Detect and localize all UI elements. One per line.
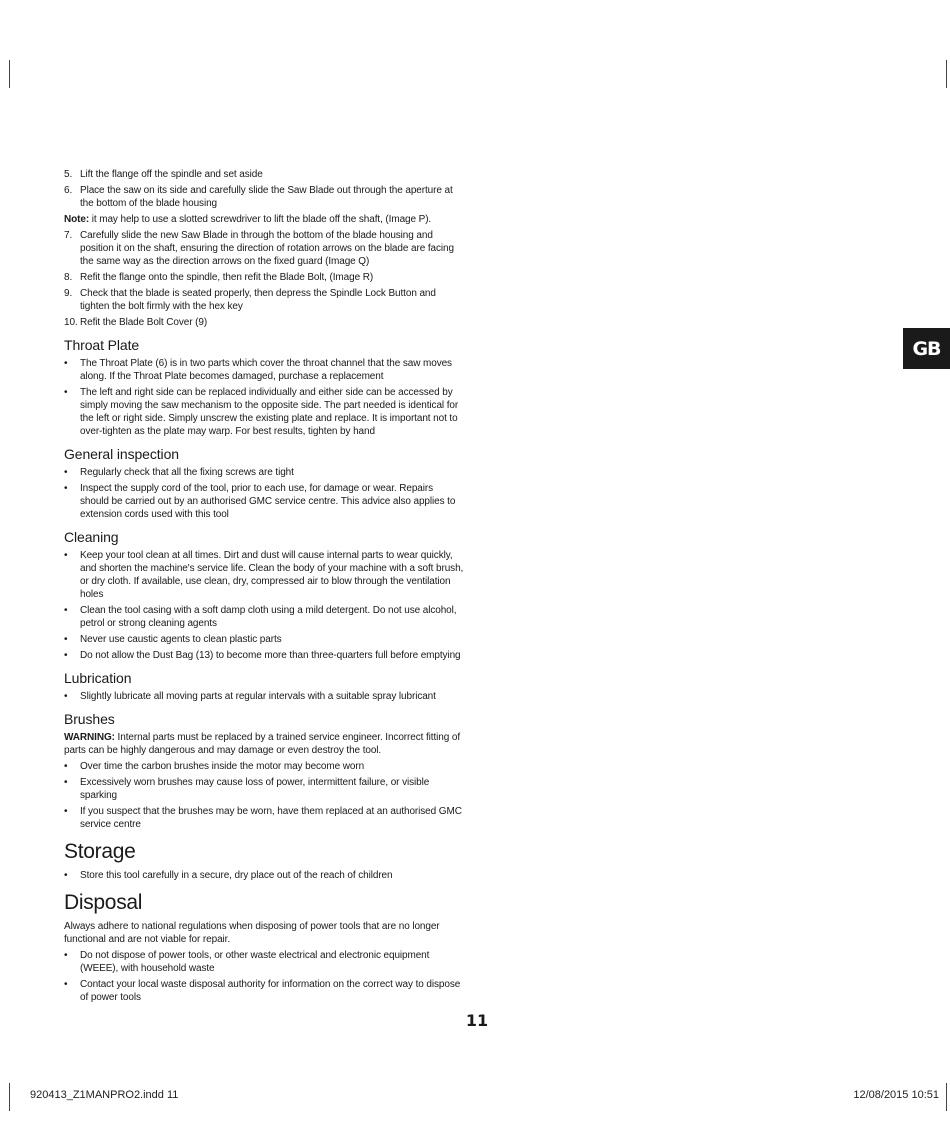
warning-text: Internal parts must be replaced by a trained service engineer. Incorrect fitting of parts can be highly dangerous and may damage or even destroy the tool.	[64, 732, 460, 756]
step-text: Place the saw on its side and carefully slide the Saw Blade out through the aperture at the bottom of the blade housing	[80, 185, 453, 209]
bullet-item: • Do not allow the Dust Bag (13) to become more than three-quarters full before emptying	[64, 649, 464, 662]
step-text: Refit the Blade Bolt Cover (9)	[80, 317, 208, 328]
bullet-item: • Contact your local waste disposal authority for information on the correct way to dispose of power tools	[64, 978, 464, 1004]
step-number: 6.	[64, 185, 73, 196]
step-number: 5.	[64, 169, 73, 180]
note-paragraph	[64, 213, 464, 226]
crop-mark-bottom-left	[9, 1083, 10, 1111]
note-label: Note:	[64, 214, 90, 225]
disposal-heading: Disposal	[64, 891, 143, 914]
step-text: Lift the flange off the spindle and set aside	[80, 169, 263, 180]
cleaning-heading: Cleaning	[64, 529, 119, 545]
step-item	[64, 287, 464, 313]
step-item	[64, 168, 464, 181]
step-text: Check that the blade is seated properly, then depress the Spindle Lock Button and tighten the bolt firmly with the hex key	[80, 288, 436, 312]
bullet-item: • Clean the tool casing with a soft damp cloth using a mild detergent. Do not use alcohol, petrol or strong cleaning agents	[64, 604, 464, 630]
bullet-item: • Over time the carbon brushes inside the motor may become worn	[64, 760, 464, 773]
step-text: Refit the flange onto the spindle, then refit the Blade Bolt, (Image R)	[80, 272, 374, 283]
bullet-item: • Store this tool carefully in a secure, dry place out of the reach of children	[64, 869, 464, 882]
crop-mark-top-left	[9, 60, 10, 88]
crop-mark-top-right	[946, 60, 947, 88]
disposal-intro: Always adhere to national regulations when disposing of power tools that are no longer functional and are not viable for repair.	[64, 921, 440, 945]
storage-heading: Storage	[64, 840, 136, 863]
bullet-item: • Do not dispose of power tools, or other waste electrical and electronic equipment (WEEE), with household waste	[64, 949, 464, 975]
warning-label: WARNING:	[64, 732, 115, 743]
language-tab: GB	[903, 328, 950, 369]
manual-body	[64, 168, 464, 1007]
warning-paragraph	[64, 731, 464, 757]
step-text: Carefully slide the new Saw Blade in through the bottom of the blade housing and position it on the shaft, ensuring the direction of rotation arrows on the blade are facing the same way as the direction arrows on the fixed guard (Image Q)	[80, 230, 454, 267]
throat-plate-heading: Throat Plate	[64, 337, 140, 353]
step-item	[64, 184, 464, 210]
crop-mark-bottom-right	[946, 1083, 947, 1111]
bullet-item: • Inspect the supply cord of the tool, prior to each use, for damage or wear. Repairs should be carried out by an authorised GMC service centre. This advice also applies to extension cords used with this tool	[64, 482, 464, 521]
step-item	[64, 271, 464, 284]
bullet-item: • The Throat Plate (6) is in two parts which cover the throat channel that the saw moves along. If the Throat Plate becomes damaged, purchase a replacement	[64, 357, 464, 383]
note-text: it may help to use a slotted screwdriver to lift the blade off the shaft, (Image P).	[89, 214, 432, 225]
bullet-item: • The left and right side can be replaced individually and either side can be accessed by simply moving the saw mechanism to the opposite side. The part needed is identical for the left or right side. Simply unscrew the existing plate and replace. It is important not to over-tighten as the plate may warp. For best results, tighten by hand	[64, 386, 464, 438]
general-inspection-heading: General inspection	[64, 446, 179, 462]
bullet-item: • Excessively worn brushes may cause loss of power, intermittent failure, or visible sparking	[64, 776, 464, 802]
step-number: 9.	[64, 288, 73, 299]
step-number: 7.	[64, 230, 73, 241]
bullet-item: • Never use caustic agents to clean plastic parts	[64, 633, 464, 646]
slug-timestamp: 12/08/2015 10:51	[853, 1089, 939, 1101]
step-item	[64, 316, 464, 329]
step-item	[64, 229, 464, 268]
step-number: 8.	[64, 272, 73, 283]
bullet-item: • Slightly lubricate all moving parts at regular intervals with a suitable spray lubricant	[64, 690, 464, 703]
bullet-item: • Keep your tool clean at all times. Dirt and dust will cause internal parts to wear quickly, and shorten the machine's service life. Clean the body of your machine with a soft brush, or dry cloth. If available, use clean, dry, compressed air to blow through the ventilation holes	[64, 549, 464, 601]
step-number: 10.	[64, 317, 78, 328]
lubrication-heading: Lubrication	[64, 670, 132, 686]
page-number: 11	[465, 1011, 489, 1030]
bullet-item: • Regularly check that all the fixing screws are tight	[64, 466, 464, 479]
slug-filename: 920413_Z1MANPRO2.indd 11	[30, 1089, 179, 1101]
brushes-heading: Brushes	[64, 711, 115, 727]
bullet-item: • If you suspect that the brushes may be worn, have them replaced at an authorised GMC service centre	[64, 805, 464, 831]
